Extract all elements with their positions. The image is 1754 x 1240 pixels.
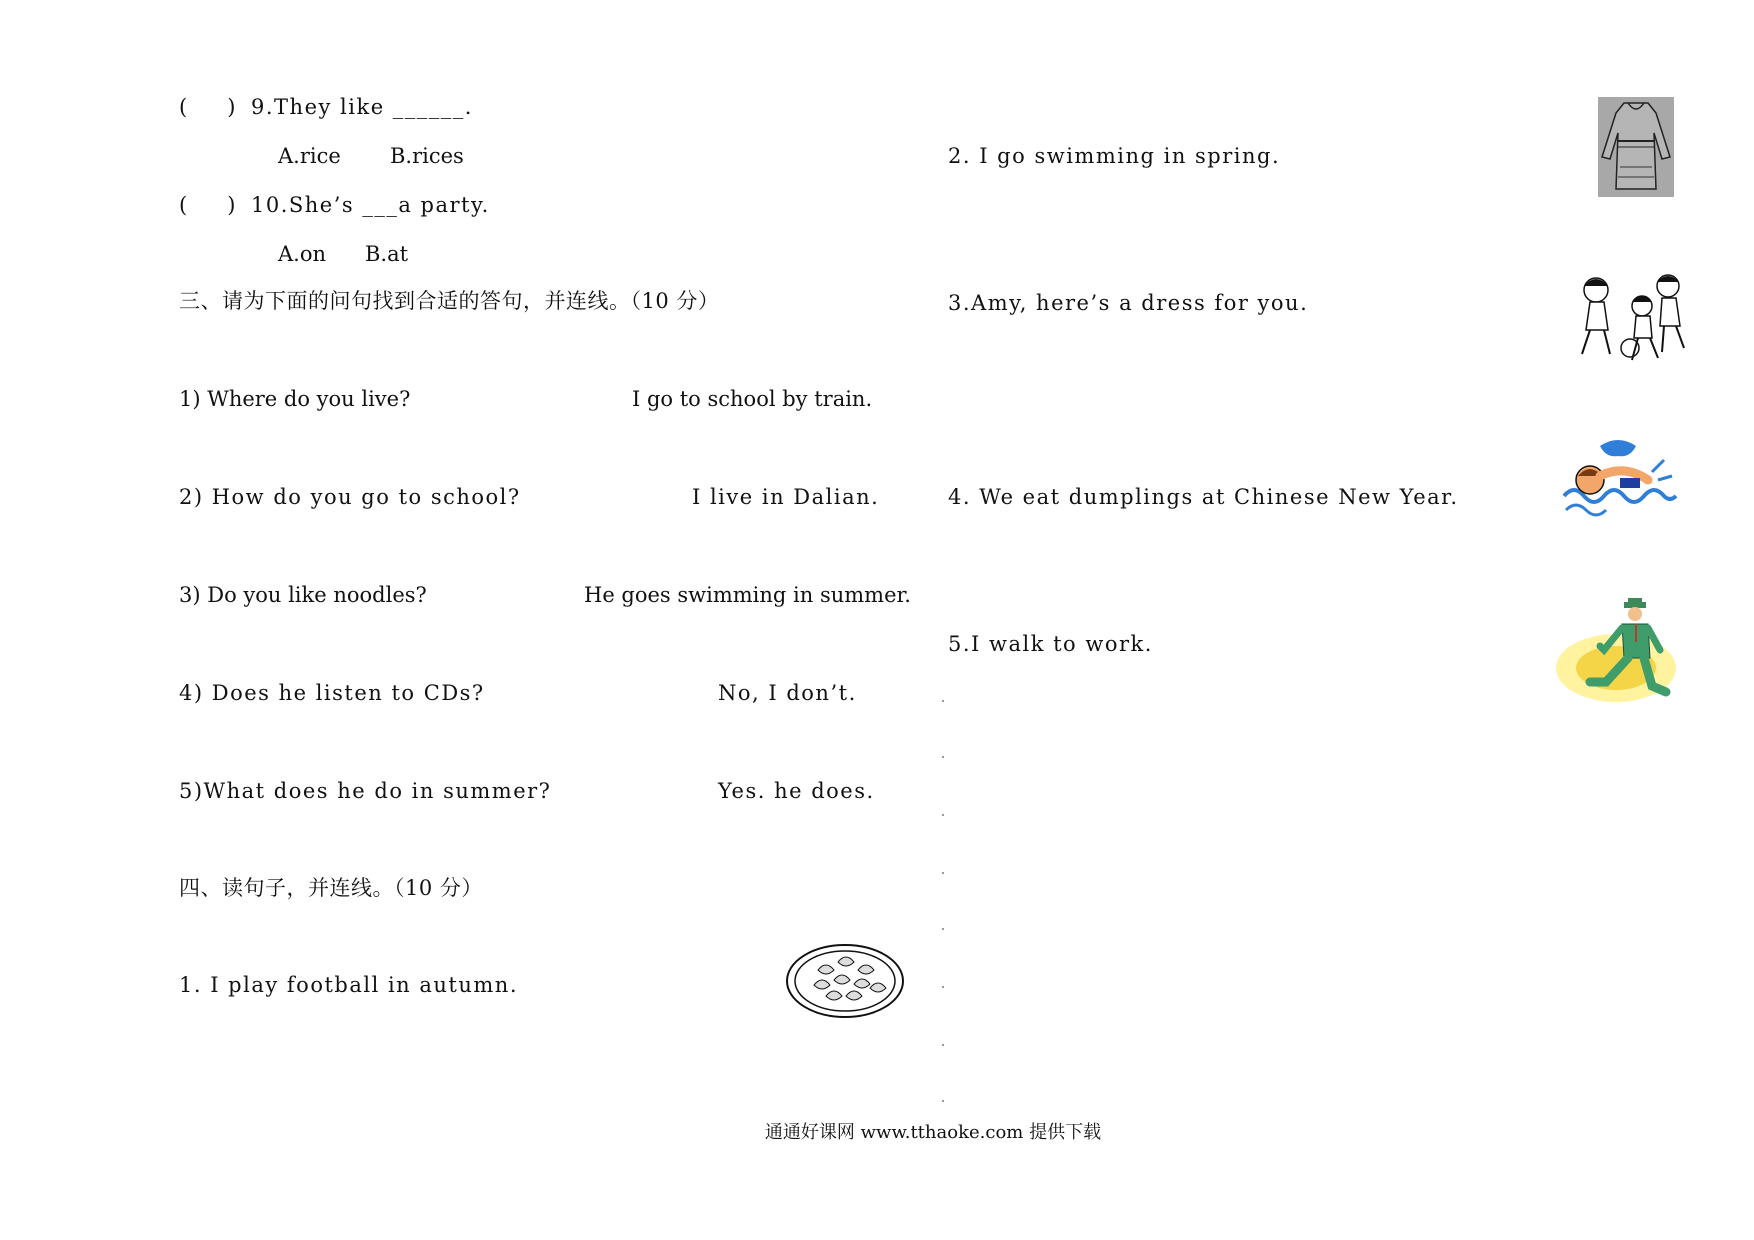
q10-option-a: A.on — [278, 242, 327, 266]
s3-question-4: 4) Does he listen to CDs? — [179, 681, 485, 705]
s3-answer-2: I live in Dalian. — [692, 485, 880, 509]
s4-sentence-1: 1. I play football in autumn. — [179, 973, 519, 997]
q10-answer-blank[interactable]: ( ) — [179, 193, 236, 217]
q9-option-a: A.rice — [278, 144, 341, 168]
s4-sentence-5: 5.I walk to work. — [948, 632, 1153, 656]
s3-question-3: 3) Do you like noodles? — [179, 583, 427, 607]
q9-option-b: B.rices — [390, 144, 464, 168]
s4-sentence-2: 2. I go swimming in spring. — [948, 144, 1281, 168]
column-divider-dot — [942, 1100, 944, 1102]
s3-answer-5: Yes. he does. — [718, 779, 875, 803]
swimmer-picture[interactable] — [1560, 436, 1678, 526]
s3-question-1: 1) Where do you live? — [179, 387, 411, 411]
s3-question-2: 2) How do you go to school? — [179, 485, 521, 509]
q9-question: 9.They like ______. — [251, 95, 473, 119]
column-divider-dot — [942, 872, 944, 874]
column-divider-dot — [942, 986, 944, 988]
q10-question: 10.She’s ___a party. — [251, 193, 490, 217]
s3-answer-4: No, I don’t. — [718, 681, 857, 705]
column-divider-dot — [942, 756, 944, 758]
column-divider-dot — [942, 814, 944, 816]
s4-sentence-3: 3.Amy, here’s a dress for you. — [948, 291, 1309, 315]
footer-download-notice: 通通好课网 www.tthaoke.com 提供下载 — [764, 1122, 1102, 1143]
q9-answer-blank[interactable]: ( ) — [179, 95, 236, 119]
dress-picture[interactable] — [1598, 97, 1674, 197]
dumplings-plate-picture[interactable] — [780, 940, 910, 1022]
walking-man-picture[interactable] — [1554, 598, 1684, 710]
s4-sentence-4: 4. We eat dumplings at Chinese New Year. — [948, 485, 1459, 509]
section3-heading: 三、请为下面的问句找到合适的答句，并连线。（10 分） — [179, 289, 720, 313]
section4-heading: 四、读句子，并连线。（10 分） — [179, 876, 483, 900]
s3-answer-1: I go to school by train. — [632, 387, 873, 411]
children-football-picture[interactable] — [1570, 268, 1688, 368]
column-divider-dot — [942, 1044, 944, 1046]
column-divider-dot — [942, 928, 944, 930]
s3-question-5: 5)What does he do in summer? — [179, 779, 552, 803]
column-divider-dot — [942, 700, 944, 702]
q10-option-b: B.at — [365, 242, 409, 266]
s3-answer-3: He goes swimming in summer. — [584, 583, 911, 607]
